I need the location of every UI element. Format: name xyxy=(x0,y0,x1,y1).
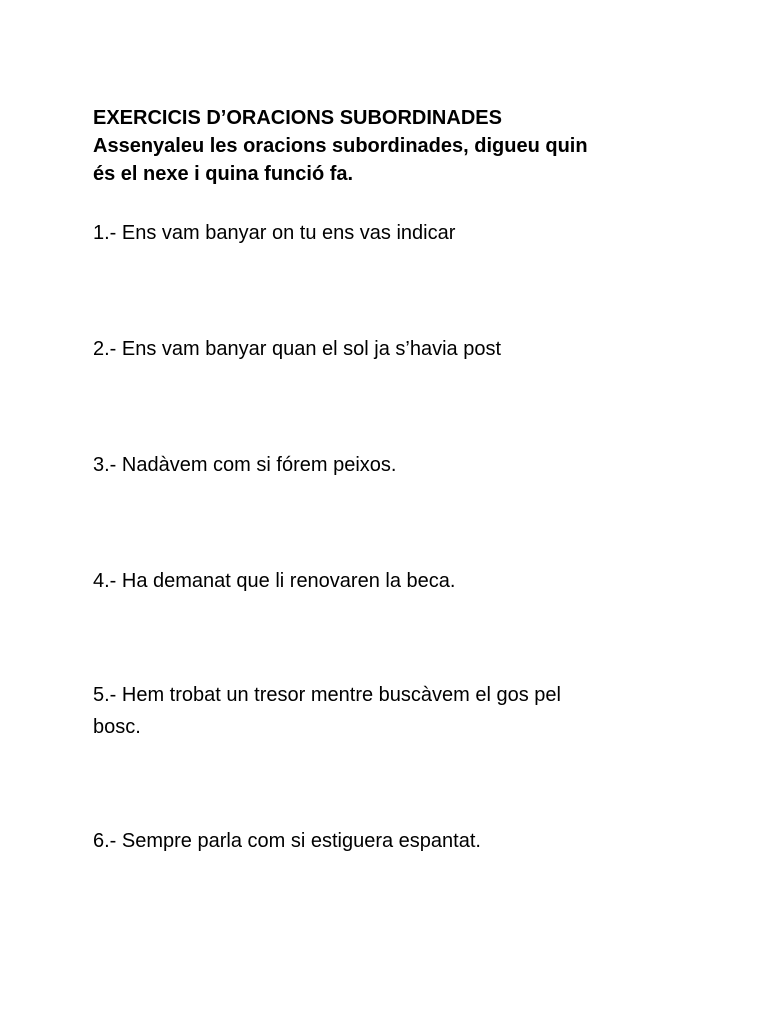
exercise-5-line-1: 5.- Hem trobat un tresor mentre buscàvem el gos pel xyxy=(93,684,561,706)
exercise-2: 2.- Ens vam banyar quan el sol ja s’havia post xyxy=(93,338,501,360)
exercise-1: 1.- Ens vam banyar on tu ens vas indicar xyxy=(93,222,456,244)
instruction-line-1: Assenyaleu les oracions subordinades, digueu quin xyxy=(93,135,588,157)
exercise-4: 4.- Ha demanat que li renovaren la beca. xyxy=(93,570,456,592)
exercise-3: 3.- Nadàvem com si fórem peixos. xyxy=(93,454,397,476)
instruction-line-2: és el nexe i quina funció fa. xyxy=(93,163,354,185)
document-heading xyxy=(93,104,693,188)
exercise-5 xyxy=(93,679,673,743)
document-title: EXERCICIS D’ORACIONS SUBORDINADES xyxy=(93,107,502,129)
exercise-6: 6.- Sempre parla com si estiguera espantat. xyxy=(93,830,481,852)
exercise-5-line-2: bosc. xyxy=(93,716,141,738)
